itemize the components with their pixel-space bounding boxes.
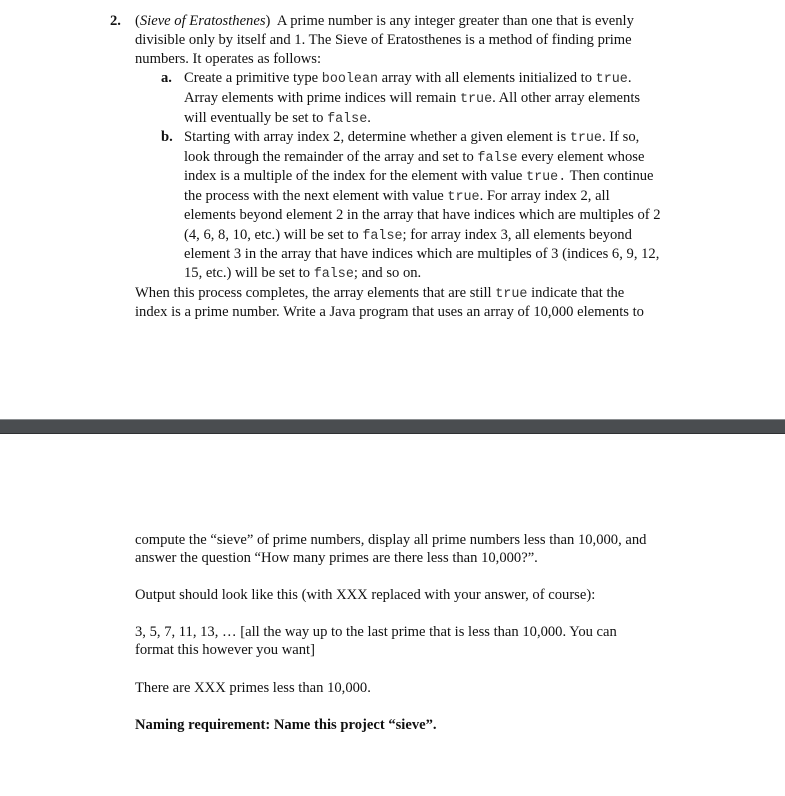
- step-a-line-3: will eventually be set to false.: [184, 110, 371, 127]
- problem-title: Sieve of Eratosthenes: [139, 13, 266, 29]
- page2-output-intro: Output should look like this (with XXX replaced with your answer, of course):: [135, 587, 596, 603]
- step-b-line-6: (4, 6, 8, 10, etc.) will be set to false; for array index 3, all elements beyond: [184, 227, 632, 244]
- step-b-line-2: look through the remainder of the array and set to false every element whose: [184, 149, 645, 166]
- problem-number: 2.: [110, 13, 121, 29]
- step-b-label: b.: [161, 129, 173, 145]
- step-b-line-5: elements beyond element 2 in the array that have indices which are multiples of 2: [184, 207, 661, 223]
- step-a-line-2: Array elements with prime indices will remain true. All other array elements: [184, 90, 641, 107]
- naming-requirement: Naming requirement: Name this project “sieve”.: [135, 717, 437, 733]
- problem-intro-line-1: (Sieve of Eratosthenes) A prime number is any integer greater than one that is evenly: [135, 13, 634, 29]
- page2-para1-line-1: compute the “sieve” of prime numbers, display all prime numbers less than 10,000, and: [135, 532, 647, 548]
- after-line-1: When this process completes, the array elements that are still true indicate that the: [135, 285, 625, 302]
- page2-sample-line-1: 3, 5, 7, 11, 13, … [all the way up to the last prime that is less than 10,000. You can: [135, 624, 617, 640]
- step-b-line-8: 15, etc.) will be set to false; and so on.: [184, 265, 422, 282]
- problem-intro-line-3: numbers. It operates as follows:: [135, 51, 322, 67]
- step-b-line-4: the process with the next element with value true. For array index 2, all: [184, 188, 610, 205]
- page2-para1-line-2: answer the question “How many primes are there less than 10,000?”.: [135, 550, 538, 566]
- problem-intro-line-2: divisible only by itself and 1. The Sieve of Eratosthenes is a method of finding prime: [135, 32, 632, 48]
- intro-text-1: A prime number is any integer greater than one that is evenly: [276, 13, 634, 29]
- step-b-line-7: element 3 in the array that have indices which are multiples of 3 (indices 6, 9, 12,: [184, 246, 660, 262]
- step-b-line-3: index is a multiple of the index for the element with value true. Then continue: [184, 168, 654, 185]
- page2-sample-line-2: format this however you want]: [135, 642, 315, 658]
- page2-count-line: There are XXX primes less than 10,000.: [135, 680, 371, 696]
- page-break-divider: [0, 419, 785, 434]
- step-a-line-1: Create a primitive type boolean array with all elements initialized to true.: [184, 70, 632, 87]
- after-line-2: index is a prime number. Write a Java program that uses an array of 10,000 elements to: [135, 304, 644, 320]
- step-a-label: a.: [161, 70, 172, 86]
- step-b-line-1: Starting with array index 2, determine whether a given element is true. If so,: [184, 129, 640, 146]
